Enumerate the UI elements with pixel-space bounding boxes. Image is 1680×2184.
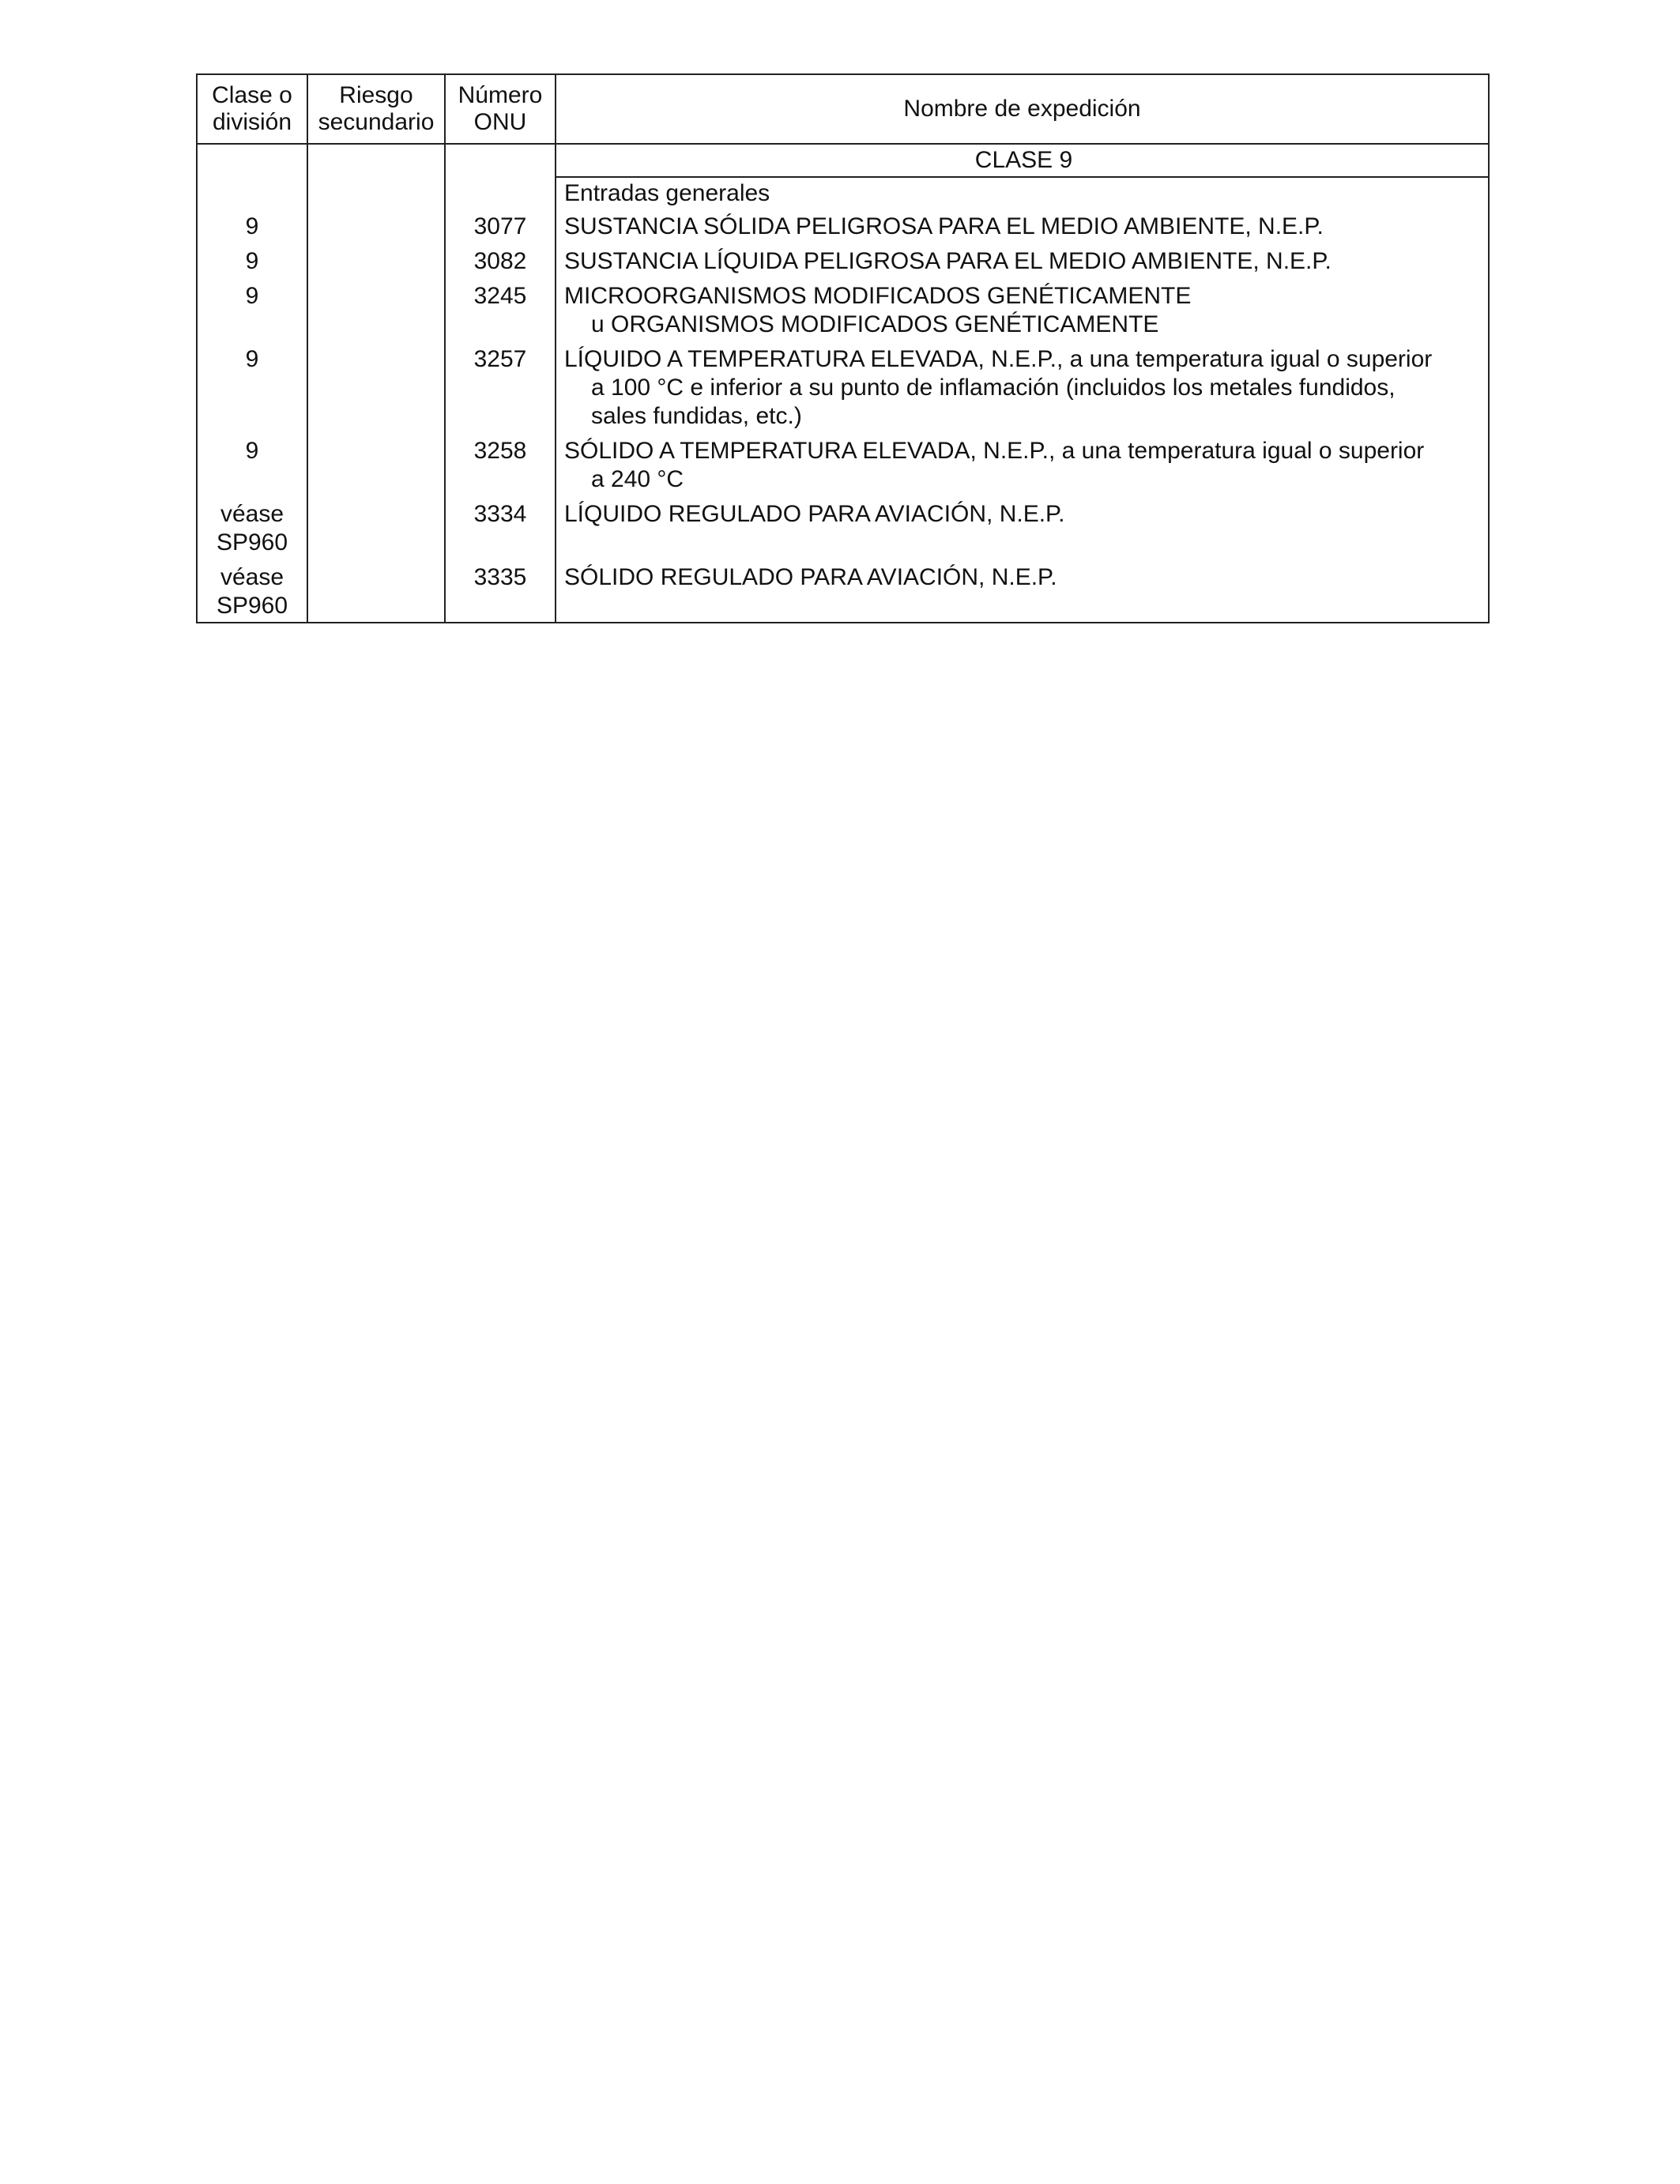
shipping-name-cell	[556, 559, 1489, 623]
onu-number: 3245	[445, 277, 556, 341]
header-nombre-expedicion	[556, 74, 1489, 144]
shipping-name-continuation: u ORGANISMOS MODIFICADOS GENÉTICAMENTE	[591, 311, 1159, 337]
shipping-name: MICROORGANISMOS MODIFICADOS GENÉTICAMENTE	[564, 283, 1192, 309]
shipping-name: LÍQUIDO REGULADO PARA AVIACIÓN, N.E.P.	[564, 501, 1065, 527]
clase-value: 9	[245, 346, 259, 372]
empty-cell	[197, 177, 307, 208]
shipping-name-cell	[556, 243, 1489, 277]
shipping-name-cell	[556, 495, 1489, 559]
header-clase-line1: Clase o	[212, 82, 292, 108]
clase-cell	[197, 432, 307, 495]
shipping-name: SÓLIDO REGULADO PARA AVIACIÓN, N.E.P.	[564, 564, 1057, 590]
clase-value: 9	[245, 438, 259, 464]
shipping-name: LÍQUIDO A TEMPERATURA ELEVADA, N.E.P., a una temperatura igual o superior	[564, 346, 1433, 372]
empty-cell	[197, 144, 307, 177]
clase-cell	[197, 341, 307, 432]
riesgo-cell	[307, 432, 445, 495]
table-row	[197, 208, 1489, 243]
table-row	[197, 495, 1489, 559]
riesgo-cell	[307, 341, 445, 432]
header-clase-line2: división	[212, 109, 292, 135]
shipping-name: SUSTANCIA LÍQUIDA PELIGROSA PARA EL MEDIO AMBIENTE, N.E.P.	[564, 248, 1332, 274]
clase-value-line2: SP960	[216, 593, 288, 619]
onu-number: 3077	[445, 208, 556, 243]
clase-value: 9	[245, 283, 259, 309]
header-riesgo-line2: secundario	[318, 109, 435, 135]
onu-number: 3082	[445, 243, 556, 277]
clase-cell	[197, 495, 307, 559]
empty-cell	[445, 177, 556, 208]
shipping-name-continuation: sales fundidas, etc.)	[591, 403, 802, 429]
shipping-name-continuation: a 240 °C	[591, 466, 684, 492]
clase-cell	[197, 277, 307, 341]
clase-cell	[197, 243, 307, 277]
class-title-row	[197, 144, 1489, 177]
table-row	[197, 277, 1489, 341]
shipping-name-cell	[556, 432, 1489, 495]
shipping-name-cell	[556, 208, 1489, 243]
table-header-row	[197, 74, 1489, 144]
clase-value: 9	[245, 213, 259, 239]
header-numero-onu	[445, 74, 556, 144]
table-row	[197, 559, 1489, 623]
header-nombre-label: Nombre de expedición	[903, 96, 1141, 122]
shipping-name: SÓLIDO A TEMPERATURA ELEVADA, N.E.P., a una temperatura igual o superior	[564, 438, 1425, 464]
shipping-name-cell	[556, 277, 1489, 341]
shipping-name: SUSTANCIA SÓLIDA PELIGROSA PARA EL MEDIO AMBIENTE, N.E.P.	[564, 213, 1324, 239]
table-row	[197, 341, 1489, 432]
clase-value: 9	[245, 248, 259, 274]
clase-value-line2: SP960	[216, 529, 288, 555]
clase-cell	[197, 559, 307, 623]
onu-number: 3257	[445, 341, 556, 432]
empty-cell	[307, 144, 445, 177]
header-clase-division	[197, 74, 307, 144]
header-riesgo-line1: Riesgo	[339, 82, 413, 108]
dangerous-goods-table	[196, 73, 1490, 623]
header-riesgo-secundario	[307, 74, 445, 144]
section-title-row	[197, 177, 1489, 208]
section-title: Entradas generales	[556, 177, 1489, 208]
clase-cell	[197, 208, 307, 243]
riesgo-cell	[307, 208, 445, 243]
onu-number: 3335	[445, 559, 556, 623]
shipping-name-cell	[556, 341, 1489, 432]
riesgo-cell	[307, 243, 445, 277]
header-numero-line1: Número	[458, 82, 543, 108]
riesgo-cell	[307, 495, 445, 559]
onu-number: 3258	[445, 432, 556, 495]
empty-cell	[445, 144, 556, 177]
table-row	[197, 243, 1489, 277]
header-numero-line2: ONU	[473, 109, 527, 135]
table-row	[197, 432, 1489, 495]
riesgo-cell	[307, 559, 445, 623]
empty-cell	[307, 177, 445, 208]
onu-number: 3334	[445, 495, 556, 559]
clase-value: véase	[220, 501, 284, 527]
shipping-name-continuation: a 100 °C e inferior a su punto de inflamación (incluidos los metales fundidos,	[591, 375, 1396, 401]
clase-value: véase	[220, 564, 284, 590]
riesgo-cell	[307, 277, 445, 341]
class-title: CLASE 9	[556, 144, 1489, 177]
